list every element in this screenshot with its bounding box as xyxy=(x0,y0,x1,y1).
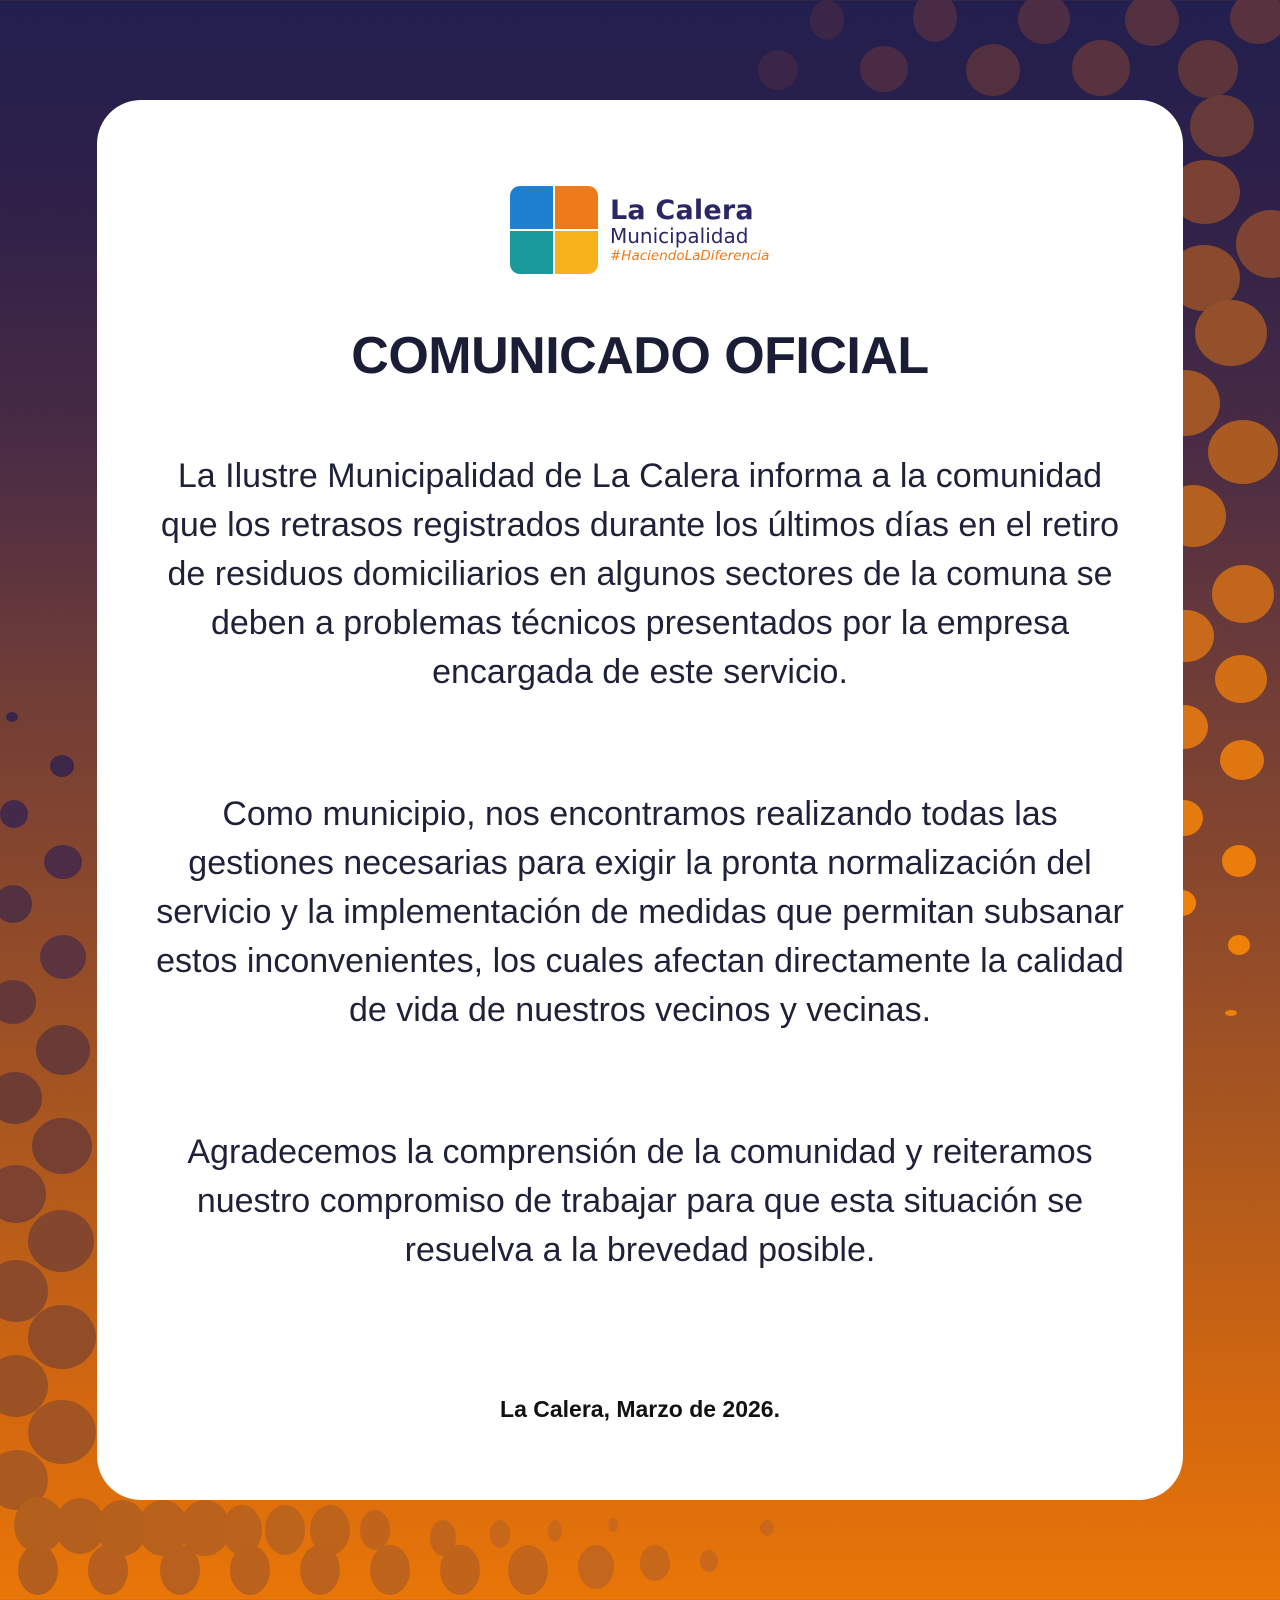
municipal-crest-icon xyxy=(510,186,598,274)
municipal-logo xyxy=(510,184,780,276)
logo-tagline: #HaciendoLaDiferencia xyxy=(610,247,770,264)
announcement-card xyxy=(97,100,1183,1500)
paragraph-3: Agradecemos la comprensión de la comunidad y reiteramos nuestro compromiso de trabajar para que esta situación se resuelva a la brevedad posible. xyxy=(187,1133,1093,1269)
logo-name: La Calera xyxy=(610,194,754,226)
signoff-date: La Calera, Marzo de 2026. xyxy=(500,1396,780,1422)
logo-subtitle: Municipalidad xyxy=(610,223,749,248)
paragraph-2: Como municipio, nos encontramos realizando todas las gestiones necesarias para exigir la pronta normalización del servicio y la implementación de medidas que permitan subsanar estos inconvenientes, los cuales afectan directamente la calidad de vida de nuestros vecinos y vecinas. xyxy=(156,795,1124,1029)
paragraph-1: La Ilustre Municipalidad de La Calera informa a la comunidad que los retrasos registrados durante los últimos días en el retiro de residuos domiciliarios en algunos sectores de la comuna se deben a problemas técnicos presentados por la empresa encargada de este servicio. xyxy=(160,457,1120,691)
page-title: COMUNICADO OFICIAL xyxy=(351,327,929,385)
